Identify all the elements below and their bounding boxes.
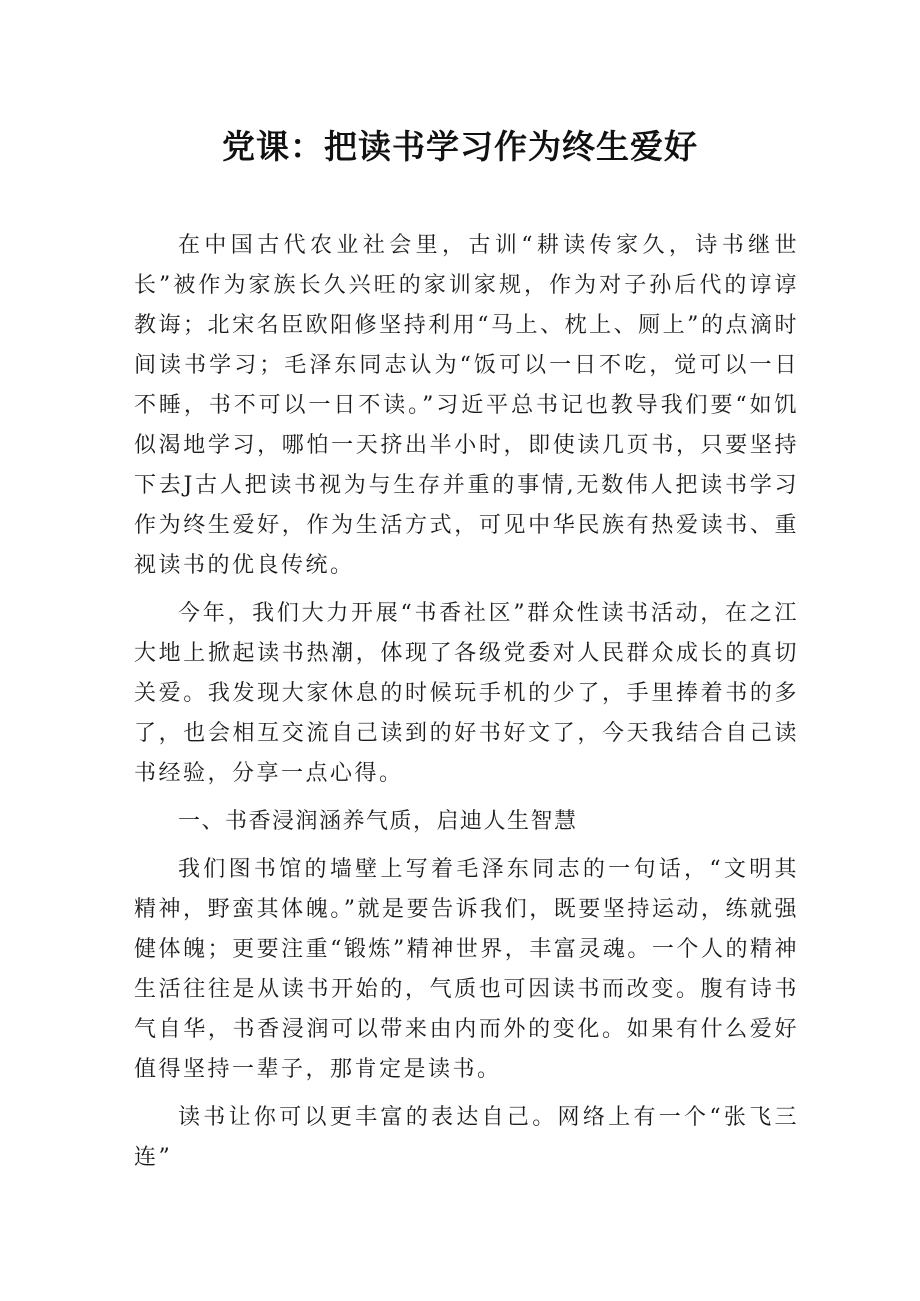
document-title: 党课：把读书学习作为终生爱好 xyxy=(222,127,698,166)
paragraph-2: 今年，我们大力开展“书香社区”群众性读书活动，在之江大地上掀起读书热潮，体现了各级党委对人民群众成长的真切关爱。我发现大家休息的时候玩手机的少了，手里捧着书的多了，也会相互交流自己读到的好书好文了，今天我结合自己读书经验，分享一点心得。 xyxy=(134,601,799,786)
paragraph-4: 读书让你可以更丰富的表达自己。网络上有一个“张飞三连” xyxy=(134,1105,799,1170)
paragraph-3: 我们图书馆的墙壁上写着毛泽东同志的一句话，“文明其精神，野蛮其体魄。”就是要告诉我们，既要坚持运动，练就强健体魄；更要注重“锻炼”精神世界，丰富灵魂。一个人的精神生活往往是从读书开始的，气质也可因读书而改变。腹有诗书气自华，书香浸润可以带来由内而外的变化。如果有什么爱好值得坚持一辈子，那肯定是读书。 xyxy=(134,857,799,1082)
paragraph-1: 在中国古代农业社会里，古训“耕读传家久，诗书继世长”被作为家族长久兴旺的家训家规，作为对子孙后代的谆谆教诲；北宋名臣欧阳修坚持利用“马上、枕上、厕上”的点滴时间读书学习；毛泽东同志认为“饭可以一日不吃，觉可以一日不睡，书不可以一日不读。”习近平总书记也教导我们要“如饥似渴地学习，哪怕一天挤出半小时，即使读几页书，只要坚持下去J古人把读书视为与生存并重的事情,无数伟人把读书学习作为终生爱好，作为生活方式，可见中华民族有热爱读书、重视读书的优良传统。 xyxy=(134,233,799,578)
section-heading-1: 一、书香浸润涵养气质，启迪人生智慧 xyxy=(178,809,578,834)
document-body xyxy=(134,226,799,1186)
